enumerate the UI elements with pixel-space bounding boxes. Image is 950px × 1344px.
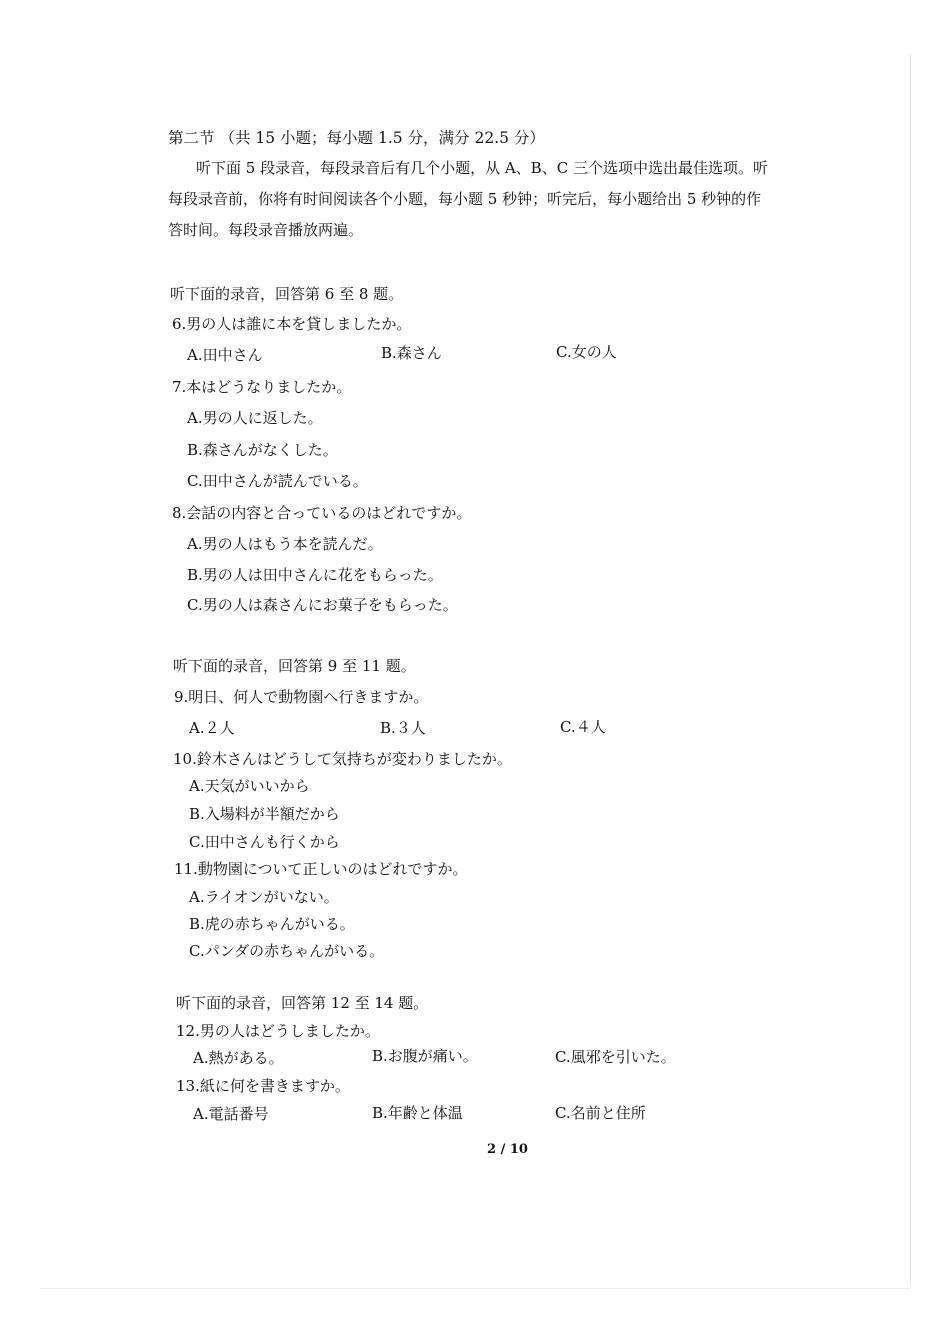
option-a: A.２人 [189, 719, 235, 737]
question-stem: 7.本はどうなりましたか。 [172, 378, 352, 396]
option-c: C.田中さんも行くから [189, 833, 340, 851]
question-stem: 12.男の人はどうしましたか。 [176, 1022, 380, 1040]
section-title [168, 128, 545, 148]
question-stem: 9.明日、何人で動物園へ行きますか。 [174, 688, 429, 706]
option-c: C.田中さんが読んでいる。 [187, 472, 368, 490]
option-a: A.男の人はもう本を読んだ。 [187, 535, 383, 553]
page-number: 2 / 10 [487, 1142, 528, 1157]
option-a: A.天気がいいから [189, 777, 310, 795]
instruction-line-3: 答时间。每段录音播放两遍。 [168, 221, 364, 239]
group-intro: 听下面的录音，回答第 6 至 8 题。 [170, 285, 404, 303]
section-title-text: 第二节 [168, 129, 215, 147]
option-b: B.森さんがなくした。 [187, 441, 338, 459]
question-stem: 10.鈴木さんはどうして気持ちが変わりましたか。 [173, 750, 512, 768]
question-stem: 13.紙に何を書きますか。 [176, 1077, 350, 1095]
group-intro: 听下面的录音，回答第 12 至 14 题。 [176, 994, 429, 1012]
option-b: B.森さん [381, 344, 442, 362]
option-c: C.風邪を引いた。 [555, 1048, 676, 1066]
option-a: A.ライオンがいない。 [189, 888, 339, 906]
option-c: C.男の人は森さんにお菓子をもらった。 [187, 596, 458, 614]
option-b: B.虎の赤ちゃんがいる。 [189, 915, 355, 933]
option-b: B.入場料が半額だから [189, 805, 340, 823]
option-a: A.田中さん [187, 346, 263, 364]
option-a: A.電話番号 [193, 1105, 269, 1123]
question-stem: 8.会話の内容と合っているのはどれですか。 [172, 504, 472, 522]
instruction-line-1: 听下面 5 段录音，每段录音后有几个小题，从 A、B、C 三个选项中选出最佳选项。听 [196, 159, 768, 177]
question-stem: 11.動物園について正しいのはどれですか。 [174, 860, 468, 878]
option-c: C.４人 [560, 718, 606, 736]
option-b: B.年齢と体温 [372, 1104, 463, 1122]
option-c: C.パンダの赤ちゃんがいる。 [189, 942, 385, 960]
question-stem: 6.男の人は誰に本を貸しましたか。 [172, 315, 412, 333]
option-b: B.３人 [380, 719, 426, 737]
option-b: B.男の人は田中さんに花をもらった。 [187, 566, 443, 584]
section-subtitle: （共 15 小题；每小题 1.5 分，满分 22.5 分） [219, 129, 545, 147]
instruction-line-2: 每段录音前，你将有时间阅读各个小题，每小题 5 秒钟；听完后，每小题给出 5 秒钟的作 [168, 190, 762, 208]
option-c: C.女の人 [556, 343, 617, 361]
option-b: B.お腹が痛い。 [372, 1047, 478, 1065]
scan-edge-bottom [40, 1288, 910, 1289]
group-intro: 听下面的录音，回答第 9 至 11 题。 [173, 657, 416, 675]
scan-edge-right [910, 55, 911, 1285]
option-a: A.熱がある。 [193, 1049, 284, 1067]
option-a: A.男の人に返した。 [187, 409, 323, 427]
option-c: C.名前と住所 [555, 1104, 646, 1122]
